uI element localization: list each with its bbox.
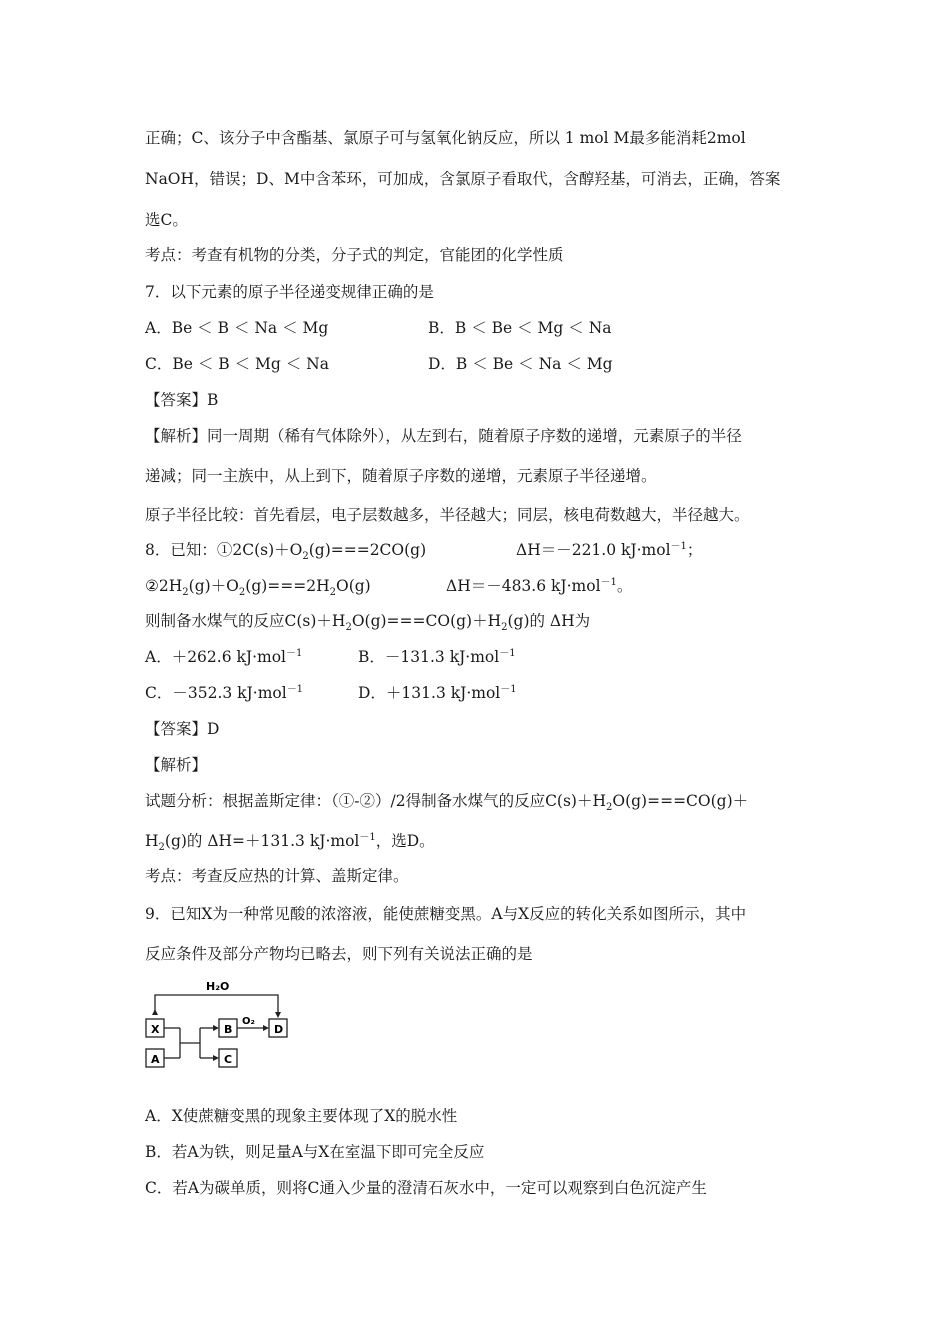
box-c-label: C (224, 1053, 233, 1066)
question-8-dh1: ΔH＝－221.0 kJ·mol$^{-1}$； (516, 540, 703, 559)
box-x-label: X (151, 1023, 160, 1036)
box-a-label: A (151, 1053, 160, 1066)
explanation-7: 【解析】同一周期（稀有气体除外），从左到右，随着原子序数的递增，元素原子的半径 (145, 427, 742, 445)
answer-7: 【答案】B (145, 391, 219, 409)
option-7a: A．Be ＜ B ＜ Na ＜ Mg (145, 319, 329, 337)
text-line: NaOH，错误；D、M中含苯环，可加成，含氯原子看取代，含醇羟基，可消去，正确，答案 (145, 170, 781, 188)
text-line: 选C。 (145, 211, 188, 229)
o2-label: O₂ (242, 1016, 255, 1027)
question-8-line1: 8．已知：$①2C(s)+O_2(g)===2CO(g)$ (145, 541, 427, 563)
reaction-diagram (140, 975, 300, 1075)
option-8a: A．＋262.6 kJ·mol$^{-1}$ (145, 647, 303, 666)
question-9: 反应条件及部分产物均已略去，则下列有关说法正确的是 (145, 945, 533, 963)
question-8-line3: 则制备水煤气的反应$C(s)+H_2O(g)===CO(g)+H_2(g)$的 ΔH为 (145, 612, 591, 634)
question-8-dh2: ΔH＝－483.6 kJ·mol$^{-1}$。 (446, 576, 633, 595)
explanation-8: 试题分析：根据盖斯定律：（①-②）/2得制备水煤气的反应$C(s)+H_2O(g)===CO(g)+$ (145, 792, 749, 814)
option-7d: D．B ＜ Be ＜ Na ＜ Mg (428, 355, 613, 373)
option-8b: B．－131.3 kJ·mol$^{-1}$ (358, 647, 516, 666)
question-9: 9．已知X为一种常见酸的浓溶液，能使蔗糖变黑。A与X反应的转化关系如图所示，其中 (145, 905, 747, 923)
box-d-label: D (274, 1023, 284, 1036)
explanation-8-heading: 【解析】 (145, 756, 208, 774)
option-9b: B．若A为铁，则足量A与X在室温下即可完全反应 (145, 1143, 485, 1161)
explanation-7: 原子半径比较：首先看层，电子层数越多，半径越大；同层，核电荷数越大，半径越大。 (145, 506, 750, 524)
question-8-line2: $②2H_2(g)+O_2(g)===2H_2O(g)$ (145, 577, 371, 599)
answer-8: 【答案】D (145, 720, 220, 738)
option-7c: C．Be ＜ B ＜ Mg ＜ Na (145, 355, 329, 373)
text-line: 考点：考查有机物的分类，分子式的判定，官能团的化学性质 (145, 246, 564, 264)
option-9c: C．若A为碳单质，则将C通入少量的澄清石灰水中，一定可以观察到白色沉淀产生 (145, 1179, 707, 1197)
text-line: 正确；C、该分子中含酯基、氯原子可与氢氧化钠反应，所以 1 mol M最多能消耗2mol (145, 129, 746, 147)
option-8c: C．－352.3 kJ·mol$^{-1}$ (145, 683, 304, 702)
explanation-7: 递减；同一主族中，从上到下，随着原子序数的递增，元素原子半径递增。 (145, 467, 657, 485)
question-7: 7．以下元素的原子半径递变规律正确的是 (145, 283, 434, 301)
explanation-8: $H_2(g)$的 ΔH=＋131.3 kJ·mol$^{-1}$，选D。 (145, 831, 435, 854)
option-7b: B．B ＜ Be ＜ Mg ＜ Na (428, 319, 612, 337)
option-8d: D．＋131.3 kJ·mol$^{-1}$ (358, 683, 517, 702)
option-9a: A．X使蔗糖变黑的现象主要体现了X的脱水性 (145, 1107, 458, 1125)
explanation-8: 考点：考查反应热的计算、盖斯定律。 (145, 867, 409, 885)
box-b-label: B (224, 1023, 233, 1036)
h2o-label: H₂O (206, 980, 230, 993)
